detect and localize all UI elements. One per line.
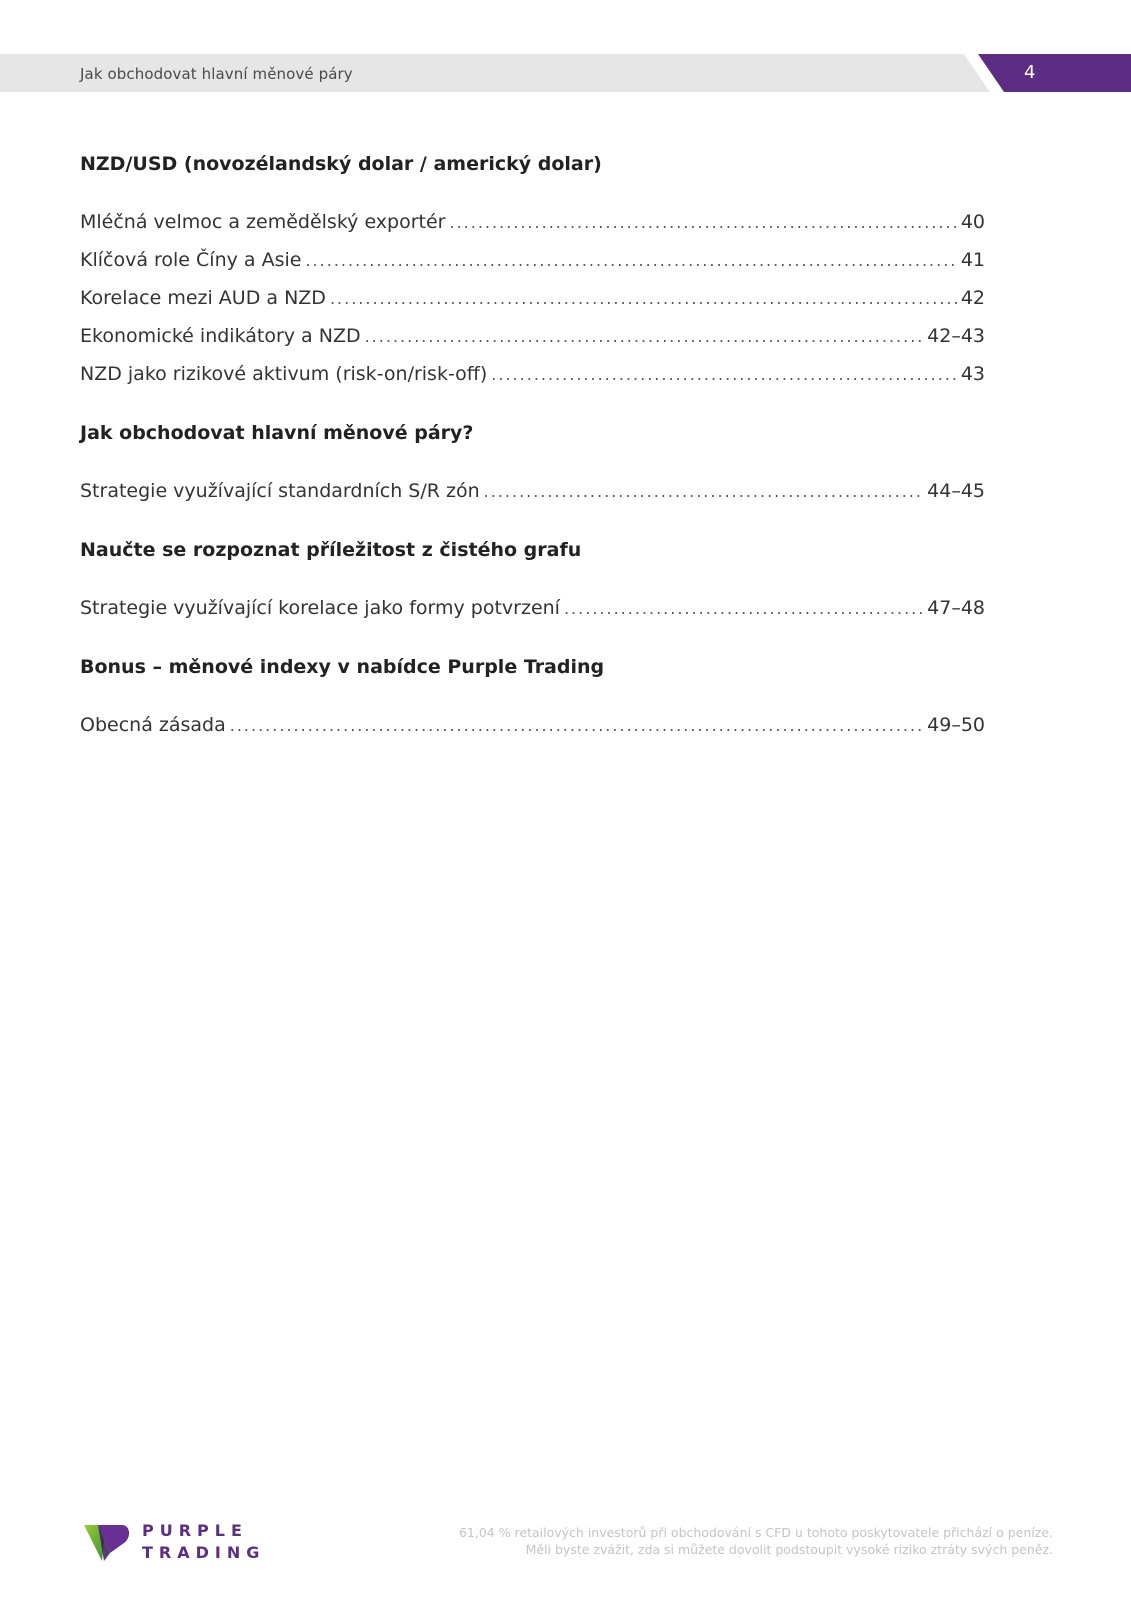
toc-entries <box>80 203 985 393</box>
dot-leader <box>305 242 956 280</box>
toc-entry-page: 42–43 <box>927 325 985 347</box>
toc-entry[interactable] <box>80 472 985 510</box>
logo-text-line1: PURPLE <box>142 1521 248 1540</box>
toc-section <box>80 419 985 510</box>
toc-entry[interactable] <box>80 317 985 355</box>
toc-entry[interactable] <box>80 241 985 279</box>
toc-entry[interactable] <box>80 355 985 393</box>
toc-entry[interactable] <box>80 203 985 241</box>
disclaimer-line: 61,04 % retailových investorů při obchodování s CFD u tohoto poskytovatele přichází o peníze. <box>458 1525 1053 1540</box>
toc-section <box>80 150 985 393</box>
toc-section <box>80 653 985 744</box>
logo-wordmark <box>142 1520 265 1564</box>
toc-entry-page: 43 <box>960 363 985 385</box>
toc-entry-page: 40 <box>960 211 985 233</box>
toc-entries <box>80 589 985 627</box>
toc-section <box>80 536 985 627</box>
page-number: 4 <box>1024 62 1036 83</box>
section-heading: Naučte se rozpoznat příležitost z čistého grafu <box>80 539 582 561</box>
toc-entry-label: Strategie využívající korelace jako formy potvrzení <box>80 597 560 619</box>
purple-trading-logo-icon <box>84 1521 130 1563</box>
toc-entry-label: NZD jako rizikové aktivum (risk-on/risk-off) <box>80 363 488 385</box>
dot-leader <box>330 280 957 318</box>
dot-leader <box>484 473 924 511</box>
purple-trading-logo <box>84 1518 274 1566</box>
dot-leader <box>564 590 923 628</box>
toc-entry-page: 42 <box>960 287 985 309</box>
page-number-tab <box>978 54 1131 92</box>
table-of-contents <box>80 150 985 770</box>
toc-entry[interactable] <box>80 279 985 317</box>
section-heading: NZD/USD (novozélandský dolar / americký dolar) <box>80 153 602 175</box>
toc-entry-page: 47–48 <box>927 597 985 619</box>
toc-entry-label: Mléčná velmoc a zemědělský exportér <box>80 211 446 233</box>
header-title: Jak obchodovat hlavní měnové páry <box>80 65 353 83</box>
toc-entry[interactable] <box>80 589 985 627</box>
toc-entry[interactable] <box>80 706 985 744</box>
dot-leader <box>365 318 924 356</box>
toc-entries <box>80 472 985 510</box>
toc-entry-label: Klíčová role Číny a Asie <box>80 249 302 271</box>
toc-entry-label: Korelace mezi AUD a NZD <box>80 287 326 309</box>
section-heading: Jak obchodovat hlavní měnové páry? <box>80 422 474 444</box>
toc-entry-page: 41 <box>960 249 985 271</box>
toc-entry-label: Obecná zásada <box>80 714 226 736</box>
toc-entry-label: Ekonomické indikátory a NZD <box>80 325 361 347</box>
toc-entry-page: 49–50 <box>927 714 985 736</box>
dot-leader <box>450 204 957 242</box>
logo-text-line2: TRADING <box>142 1543 266 1562</box>
risk-disclaimer <box>413 1524 1053 1558</box>
dot-leader <box>230 707 923 745</box>
section-heading: Bonus – měnové indexy v nabídce Purple Trading <box>80 656 605 678</box>
disclaimer-line: Měli byste zvážit, zda si můžete dovolit podstoupit vysoké riziko ztráty svých peněz. <box>525 1542 1053 1557</box>
dot-leader <box>491 356 957 394</box>
toc-entry-page: 44–45 <box>927 480 985 502</box>
toc-entries <box>80 706 985 744</box>
toc-entry-label: Strategie využívající standardních S/R zón <box>80 480 480 502</box>
